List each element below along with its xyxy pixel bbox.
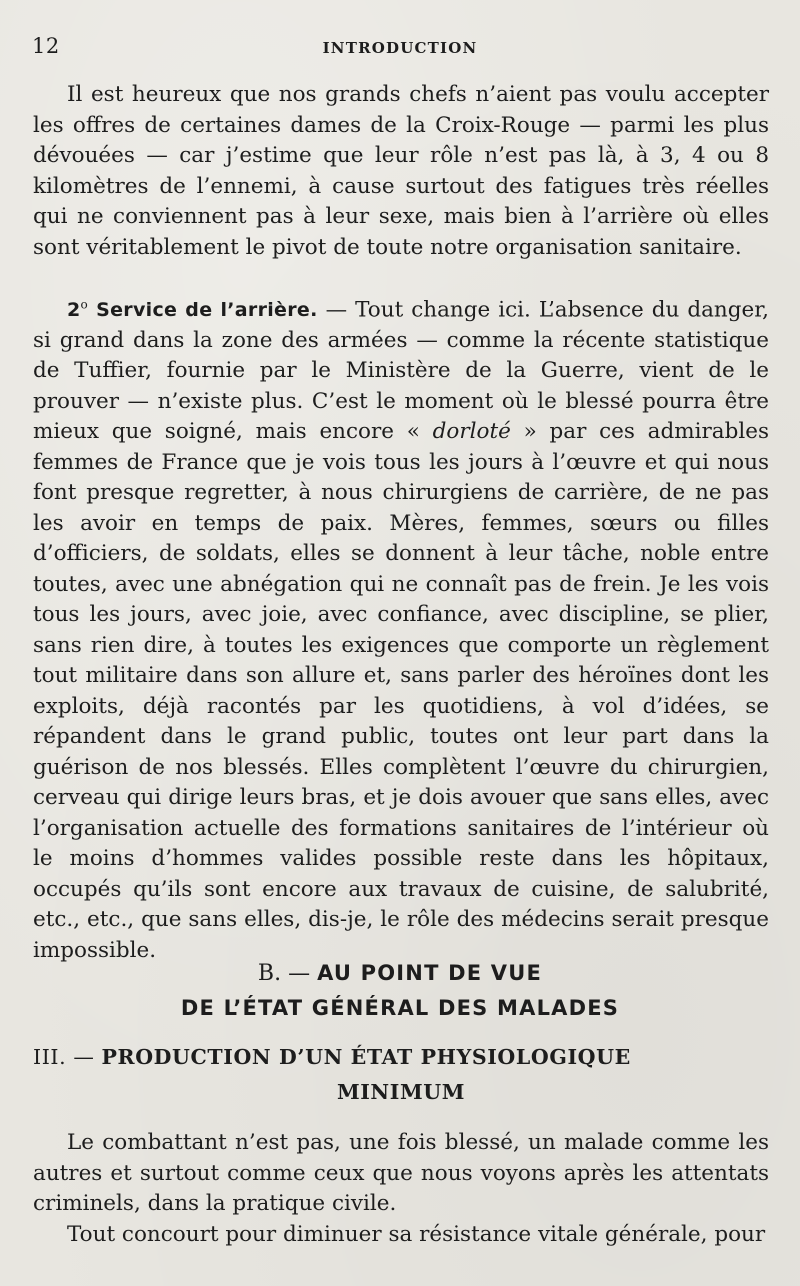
page-header	[32, 34, 768, 64]
paragraph-3	[33, 1128, 769, 1250]
section-iii-title-2: MINIMUM	[336, 1080, 466, 1104]
section-b-title-1: AU POINT DE VUE	[317, 961, 543, 985]
running-head: INTRODUCTION	[322, 39, 478, 57]
paragraph-2-body-b: » par ces admirables femmes de France que je vois tous les jours à l’œuvre et qui nous font presque regretter, à nous chirurgiens de carrière, de ne pas les avoir en temps de paix. Mères, femmes, sœurs ou filles d’officiers, de soldats, elles se donnent à leur tâche, noble entre toutes, avec une abnégation qui ne connaît pas de frein. Je les vois tous les jours, avec joie, avec confiance, avec discipline, se plier, sans rien dire, à toutes les exigences que comporte un règlement tout militaire dans son allure et, sans parler des héroïnes dont les exploits, déjà racontés par les quotidiens, à vol d’idées, se répandent dans le grand public, toutes ont leur part dans la guérison de nos blessés. Elles complètent l’œuvre du chirurgien, cerveau qui dirige leurs bras, et je dois avouer que sans elles, avec l’organisation actuelle des formations sanitaires de l’intérieur où le moins d’hommes valides possible reste dans les hôpitaux, occupés qu’ils sont encore aux travaux de cuisine, de salubrité, etc., etc., que sans elles, dis-je, le rôle des médecins serait presque impossible.	[33, 419, 770, 963]
page-number: 12	[32, 34, 60, 58]
paragraph-2-text	[33, 290, 769, 966]
paragraph-1-text: Il est heureux que nos grands chefs n’aient pas voulu accepter les offres de certaines dames de la Croix-Rouge — parmi les plus dévouées — car j’estime que leur rôle n’est pas là, à 3, 4 ou 8 kilomètres de l’ennemi, à cause surtout des fatigues très réelles qui ne conviennent pas à leur sexe, mais bien à l’arrière où elles sont véritablement le pivot de toute notre organisation sanitaire.	[33, 82, 769, 260]
section-heading: Service de l’arrière.	[96, 299, 318, 322]
paragraph-2-body-a: — Tout change ici. L’absence du danger, si grand dans la zone des armées — comme la récente statistique de Tuffier, fournie par le Ministère de la Guerre, vient de le prouver — n’existe plus. C’est le moment où le blessé pourra être mieux que soigné, mais encore «	[33, 297, 769, 445]
paragraph-3-text: Le combattant n’est pas, une fois blessé, un malade comme les autres et surtout comme ceux que nous voyons après les attentats criminels, dans la pratique civile.	[33, 1130, 769, 1216]
section-b-line-2	[0, 991, 800, 1026]
section-b-title-2: DE L’ÉTAT GÉNÉRAL DES MALADES	[180, 996, 620, 1020]
paragraph-2	[33, 290, 769, 966]
paragraph-4-text: Tout concourt pour diminuer sa résistance vitale générale, pour	[67, 1221, 766, 1247]
section-number: 2	[67, 299, 81, 322]
section-b-prefix: B. —	[257, 961, 318, 986]
section-iii-heading	[33, 1040, 769, 1110]
section-iii-number: III. —	[33, 1045, 102, 1069]
paragraph-2-emphasis: dorloté	[432, 419, 511, 445]
section-number-suffix: o	[80, 298, 89, 312]
section-iii-line-1	[33, 1040, 769, 1075]
section-b-heading	[0, 956, 800, 1026]
paragraph-2-lead	[67, 299, 318, 321]
section-iii-title-1: PRODUCTION D’UN ÉTAT PHYSIOLOGIQUE	[101, 1045, 631, 1069]
paragraph-1	[33, 80, 769, 263]
section-b-line-1	[0, 956, 800, 991]
